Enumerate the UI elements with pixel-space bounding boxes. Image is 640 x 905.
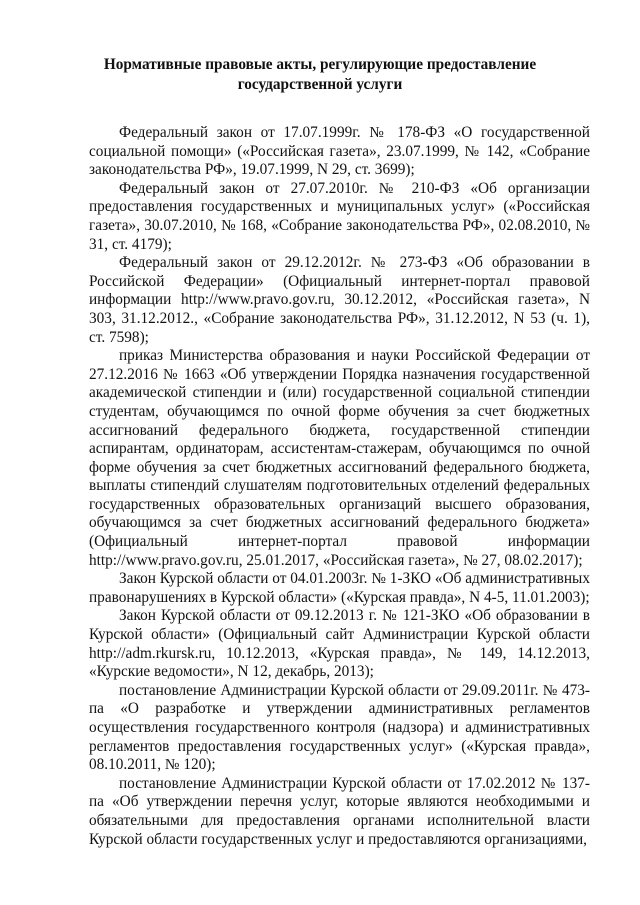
paragraph-federal-law-210: Федеральный закон от 27.07.2010г. № 210-ФЗ «Об организации предоставления государственных и муниципальных услуг» («Российская газета», 30.07.2010, № 168, «Собрание законодательства РФ», 02.08.2010, № 31, ст. 4179); xyxy=(89,179,590,253)
document-title xyxy=(80,55,560,95)
paragraph-kursk-resolution-137: постановление Администрации Курской области от 17.02.2012 № 137-па «Об утверждении перечня услуг, которые являются необходимыми и обязательными для предоставления органами исполнительной власти Курской области государственных услуг и предоставляются организациями, xyxy=(89,774,590,848)
paragraph-federal-law-273: Федеральный закон от 29.12.2012г. № 273-ФЗ «Об образовании в Российской Федерации» (Официальный интернет-портал правовой информации http://www.pravo.gov.ru, 30.12.2012, «Российская газета», N 303, 31.12.2012., «Собрание законодательства РФ», 31.12.2012, N 53 (ч. 1), ст. 7598); xyxy=(89,254,590,346)
document-title-line-1: Нормативные правовые акты, регулирующие предоставление xyxy=(103,56,537,73)
paragraph-kursk-law-1-zko: Закон Курской области от 04.01.2003г. № 1-ЗКО «Об административных правонарушениях в Курской области» («Курская правда», N 4-5, 11.01.2003); xyxy=(89,570,590,606)
document-title-line-2: государственной услуги xyxy=(237,76,403,93)
paragraph-ministry-order-1663: приказ Министерства образования и науки Российской Федерации от 27.12.2016 № 1663 «Об утверждении Порядка назначения государственной академической стипендии и (или) государственной социальной стипендии студентам, обучающимся по очной форме обучения за счет бюджетных ассигнований федерального бюджета, государственной стипендии аспирантам, ординаторам, ассистентам-стажерам, обучающимся по очной форме обучения за счет бюджетных ассигнований федерального бюджета, выплаты стипендий слушателям подготовительных отделений федеральных государственных образовательных организаций высшего образования, обучающимся за счет бюджетных ассигнований федерального бюджета» (Официальный интернет-портал правовой информации http://www.pravo.gov.ru, 25.01.2017, «Российская газета», № 27, 08.02.2017); xyxy=(89,347,590,569)
document-body xyxy=(89,124,590,849)
paragraph-federal-law-178: Федеральный закон от 17.07.1999г. № 178-ФЗ «О государственной социальной помощи» («Российская газета», 23.07.1999, № 142, «Собрание законодательства РФ», 19.07.1999, N 29, ст. 3699); xyxy=(89,124,590,179)
paragraph-kursk-resolution-473: постановление Администрации Курской области от 29.09.2011г. № 473-па «О разработке и утверждении административных регламентов осуществления государственного контроля (надзора) и административных регламентов предоставления государственных услуг» («Курская правда», 08.10.2011, № 120); xyxy=(89,681,590,774)
paragraph-kursk-law-121-zko: Закон Курской области от 09.12.2013 г. № 121-ЗКО «Об образовании в Курской области» (Официальный сайт Администрации Курской области http://adm.rkursk.ru, 10.12.2013, «Курская правда», № 149, 14.12.2013, «Курские ведомости», N 12, декабрь, 2013); xyxy=(89,607,590,681)
